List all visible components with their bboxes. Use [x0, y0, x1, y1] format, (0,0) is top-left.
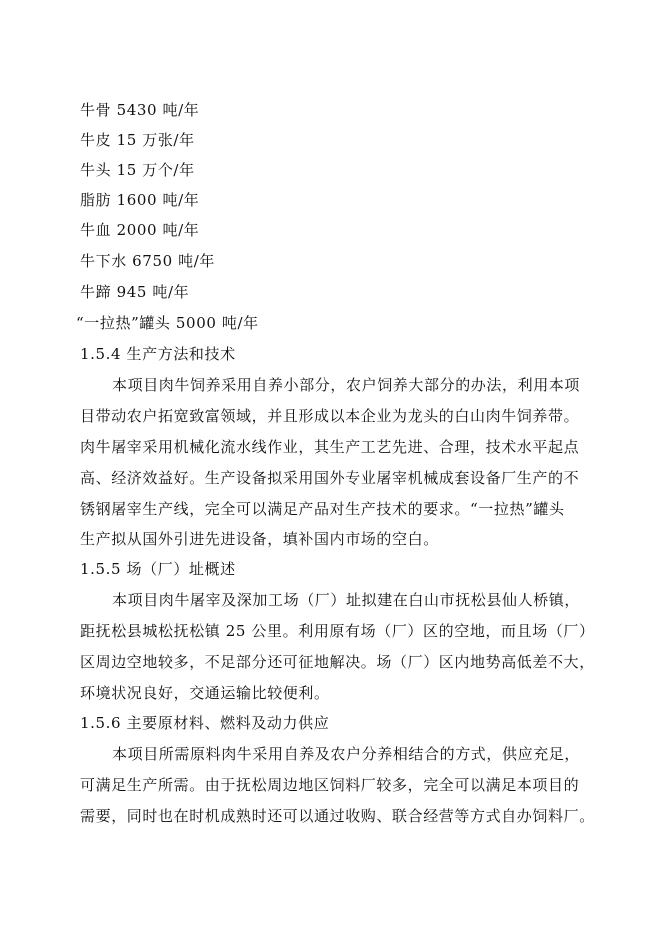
product-line: 脂肪 1600 吨/年: [80, 191, 200, 209]
section-heading: 1.5.6 主要原材料、燃料及动力供应: [80, 714, 330, 732]
paragraph-line: 可满足生产所需。由于抚松周边地区饲料厂较多，完全可以满足本项目的: [80, 776, 580, 794]
product-line: 牛骨 5430 吨/年: [80, 101, 200, 119]
section-heading: 1.5.4 生产方法和技术: [80, 345, 236, 363]
paragraph-line: 锈钢屠宰生产线，完全可以满足产品对生产技术的要求。“一拉热”罐头: [80, 500, 565, 518]
section-heading: 1.5.5 场（厂）址概述: [80, 560, 236, 578]
product-line: 牛下水 6750 吨/年: [80, 252, 215, 270]
paragraph-line: 本项目肉牛屠宰及深加工场（厂）址拟建在白山市抚松县仙人桥镇，: [112, 591, 581, 609]
paragraph-line: 生产拟从国外引进先进设备，填补国内市场的空白。: [80, 530, 439, 548]
paragraph-line: 本项目肉牛饲养采用自养小部分，农户饲养大部分的办法，利用本项: [112, 376, 581, 394]
paragraph-line: 需要，同时也在时机成熟时还可以通过收购、联合经营等方式自办饲料厂。: [80, 807, 595, 825]
product-line: 牛头 15 万个/年: [80, 161, 195, 179]
paragraph-line: 环境状况良好，交通运输比较便利。: [80, 684, 330, 702]
paragraph-line: 本项目所需原料肉牛采用自养及农户分养相结合的方式，供应充足，: [112, 745, 581, 763]
paragraph-line: 目带动农户拓宽致富领域，并且形成以本企业为龙头的白山肉牛饲养带。: [80, 407, 580, 425]
paragraph-line: 区周边空地较多，不足部分还可征地解决。场（厂）区内地势高低差不大，: [80, 653, 595, 671]
paragraph-line: 距抚松县城松抚松镇 25 公里。利用原有场（厂）区的空地，而且场（厂）: [80, 622, 595, 640]
product-line: 牛血 2000 吨/年: [80, 221, 200, 239]
product-line: 牛皮 15 万张/年: [80, 131, 195, 149]
paragraph-line: 高、经济效益好。生产设备拟采用国外专业屠宰机械成套设备厂生产的不: [80, 469, 580, 487]
product-line: “一拉热”罐头 5000 吨/年: [76, 314, 259, 332]
paragraph-line: 肉牛屠宰采用机械化流水线作业，其生产工艺先进、合理，技术水平起点: [80, 438, 580, 456]
product-line: 牛蹄 945 吨/年: [80, 283, 190, 301]
